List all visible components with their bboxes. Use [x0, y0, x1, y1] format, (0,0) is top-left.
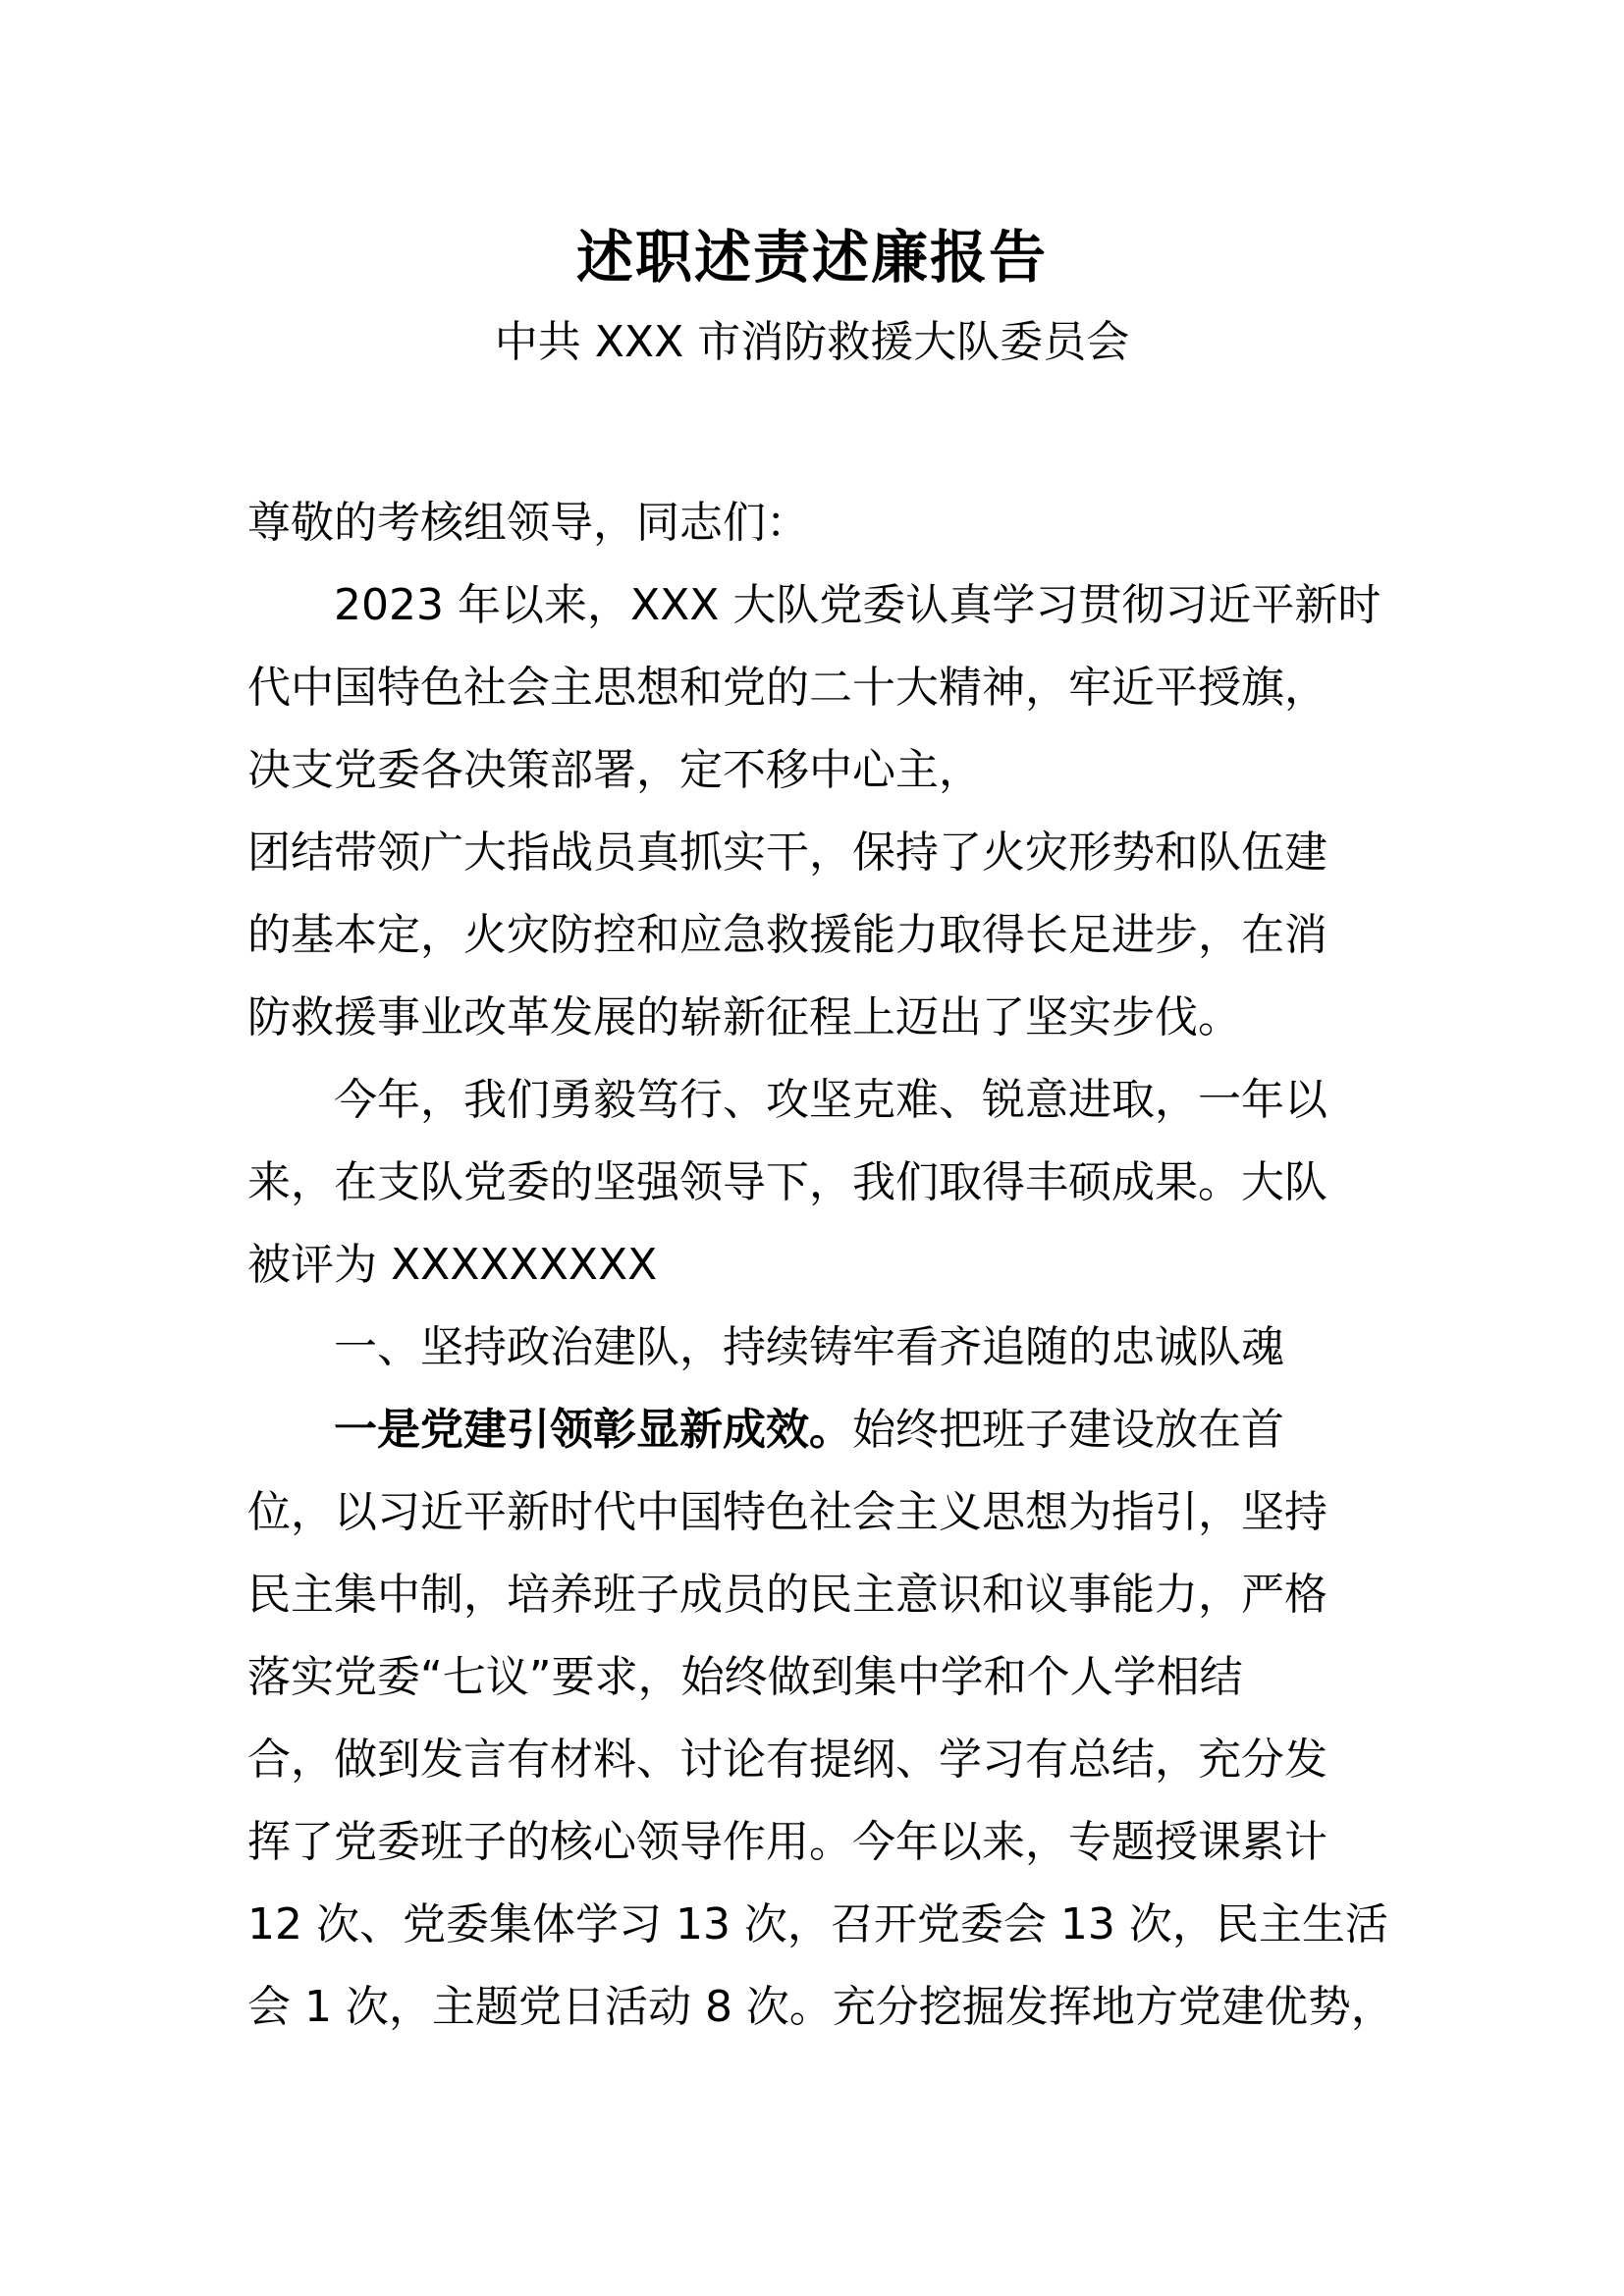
paragraph-line: 2023 年以来，XXX 大队党委认真学习贯彻习近平新时	[334, 580, 1381, 630]
paragraph-line: 落实党委“七议”要求，始终做到集中学和个人学相结	[247, 1652, 1243, 1702]
paragraph-line: 的基本定，火灾防控和应急救援能力取得长足进步，在消	[247, 910, 1327, 960]
paragraph-line: 来，在支队党委的坚强领导下，我们取得丰硕成果。大队	[247, 1157, 1327, 1207]
paragraph-line: 12 次、党委集体学习 13 次，召开党委会 13 次，民主生活	[247, 1899, 1388, 1949]
paragraph-line: 合，做到发言有材料、讨论有提纲、学习有总结，充分发	[247, 1735, 1327, 1785]
paragraph-line: 决支党委各决策部署，定不移中心主，	[247, 745, 982, 795]
paragraph-line: 民主集中制，培养班子成员的民主意识和议事能力，严格	[247, 1570, 1327, 1620]
section-heading: 一、坚持政治建队，持续铸牢看齐追随的忠诚队魂	[334, 1322, 1284, 1372]
paragraph-line	[334, 1398, 1284, 1463]
point-heading: 一是党建引领彰显新成效。	[334, 1405, 852, 1455]
paragraph-line: 挥了党委班子的核心领导作用。今年以来，专题授课累计	[247, 1817, 1327, 1867]
paragraph-line: 会 1 次，主题党日活动 8 次。充分挖掘发挥地方党建优势，	[247, 1982, 1394, 2032]
salutation: 尊敬的考核组领导，同志们：	[247, 498, 809, 548]
paragraph-line: 今年，我们勇毅笃行、攻坚克难、锐意进取，一年以	[334, 1075, 1327, 1125]
document-subtitle: 中共 XXX 市消防救援大队委员会	[494, 317, 1130, 367]
paragraph-line: 位，以习近平新时代中国特色社会主义思想为指引，坚持	[247, 1487, 1327, 1537]
document-title: 述职述责述廉报告	[575, 224, 1048, 291]
paragraph-line: 团结带领广大指战员真抓实干，保持了火灾形势和队伍建	[247, 828, 1327, 878]
paragraph-line: 防救援事业改革发展的崭新征程上迈出了坚实步伐。	[247, 992, 1241, 1042]
paragraph-line: 代中国特色社会主思想和党的二十大精神，牢近平授旗，	[247, 663, 1327, 713]
paragraph-text: 始终把班子建设放在首	[852, 1405, 1284, 1455]
paragraph-line: 被评为 XXXXXXXXX	[247, 1240, 658, 1290]
